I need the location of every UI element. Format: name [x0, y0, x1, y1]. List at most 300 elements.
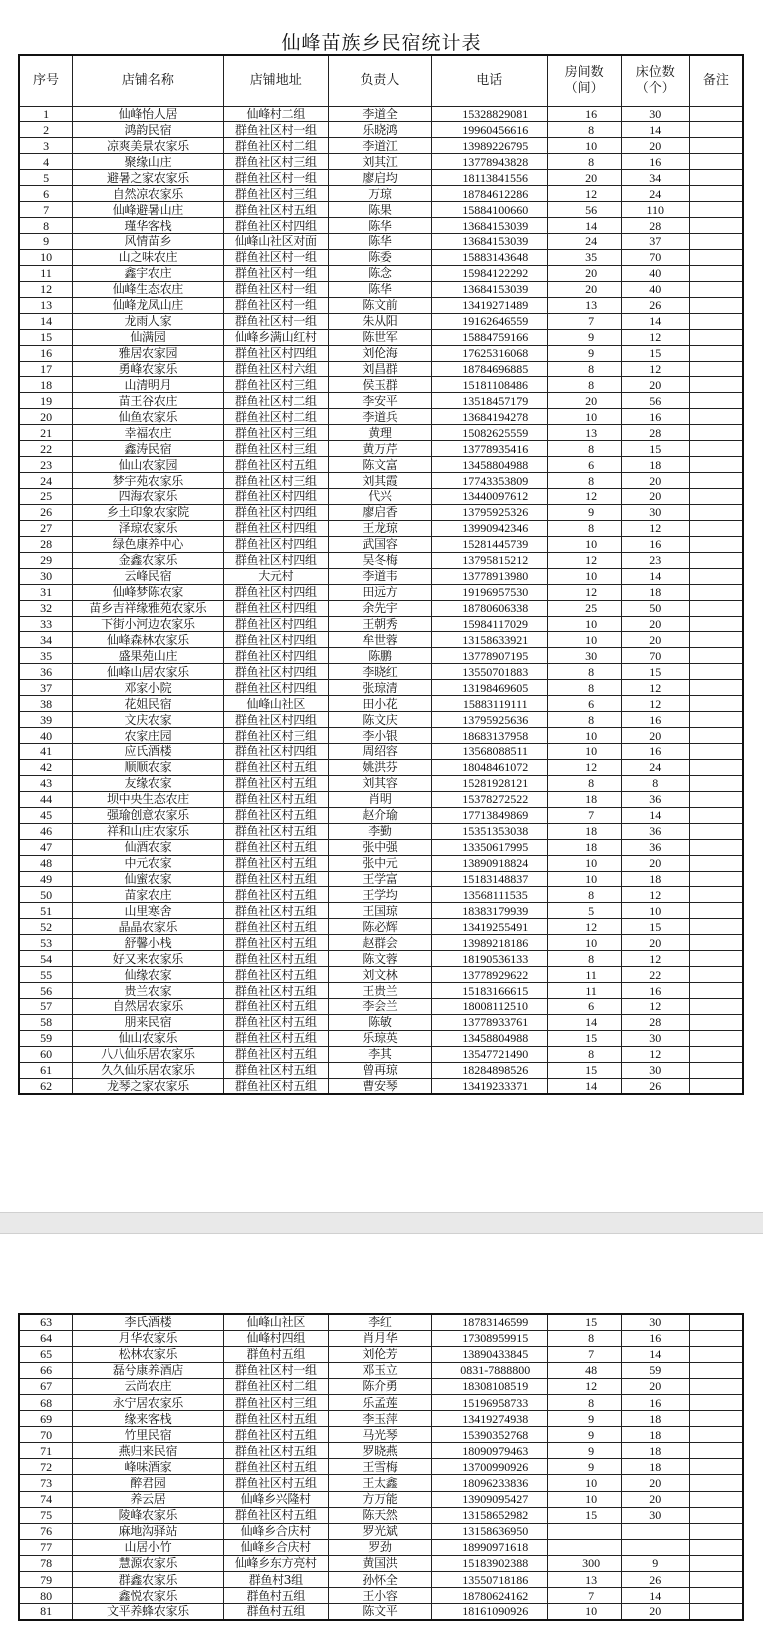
bed-count: 12	[621, 696, 689, 712]
row-number: 59	[19, 1030, 73, 1046]
shop-address: 群鱼社区村三组	[223, 441, 328, 457]
person-in-charge: 刘其江	[328, 154, 431, 170]
row-number: 6	[19, 186, 73, 202]
row-number: 46	[19, 823, 73, 839]
row-number: 36	[19, 664, 73, 680]
room-count: 11	[547, 983, 621, 999]
remark-cell	[689, 377, 743, 393]
shop-address: 群鱼社区村三组	[223, 186, 328, 202]
room-count: 11	[547, 967, 621, 983]
bed-count: 12	[621, 329, 689, 345]
remark-cell	[689, 1378, 743, 1394]
shop-name: 邓家小院	[73, 680, 224, 696]
shop-address: 群鱼社区村三组	[223, 425, 328, 441]
phone-number: 15183166615	[432, 983, 548, 999]
phone-number: 15082625559	[432, 425, 548, 441]
row-number: 44	[19, 791, 73, 807]
phone-number: 13550718186	[432, 1572, 548, 1588]
phone-number: 15378272522	[432, 791, 548, 807]
remark-cell	[689, 600, 743, 616]
table-row	[19, 1062, 743, 1078]
person-in-charge: 黄国洪	[328, 1555, 431, 1571]
room-count: 8	[547, 951, 621, 967]
person-in-charge: 陈念	[328, 265, 431, 281]
shop-name: 应氏酒楼	[73, 744, 224, 760]
person-in-charge: 王学均	[328, 887, 431, 903]
bed-count: 14	[621, 568, 689, 584]
shop-name: 仙峰怡人居	[73, 106, 224, 122]
row-number: 49	[19, 871, 73, 887]
room-count: 13	[547, 297, 621, 313]
phone-number: 15281445739	[432, 536, 548, 552]
phone-number: 15183902388	[432, 1555, 548, 1571]
row-number: 23	[19, 457, 73, 473]
shop-address: 群鱼社区村五组	[223, 1014, 328, 1030]
remark-cell	[689, 473, 743, 489]
remark-cell	[689, 791, 743, 807]
remark-cell	[689, 728, 743, 744]
phone-number: 13684153039	[432, 234, 548, 250]
shop-address: 群鱼村五组	[223, 1588, 328, 1604]
person-in-charge: 李道江	[328, 138, 431, 154]
row-number: 12	[19, 281, 73, 297]
bed-count: 20	[621, 855, 689, 871]
person-in-charge: 王贵兰	[328, 983, 431, 999]
person-in-charge: 李道兵	[328, 409, 431, 425]
shop-name: 乡土印象农家院	[73, 504, 224, 520]
row-number: 52	[19, 919, 73, 935]
shop-name: 醉君园	[73, 1475, 224, 1491]
room-count: 10	[547, 1604, 621, 1620]
shop-name: 仙山农家园	[73, 457, 224, 473]
remark-cell	[689, 202, 743, 218]
remark-cell	[689, 632, 743, 648]
shop-name: 仙鱼农家乐	[73, 409, 224, 425]
bed-count: 50	[621, 600, 689, 616]
phone-number: 13419271489	[432, 297, 548, 313]
remark-cell	[689, 313, 743, 329]
room-count: 14	[547, 218, 621, 234]
shop-address: 大元村	[223, 568, 328, 584]
remark-cell	[689, 281, 743, 297]
bed-count: 28	[621, 1014, 689, 1030]
room-count: 9	[547, 504, 621, 520]
room-count: 8	[547, 1330, 621, 1346]
remark-cell	[689, 186, 743, 202]
table-row	[19, 170, 743, 186]
room-count: 10	[547, 632, 621, 648]
row-number: 38	[19, 696, 73, 712]
shop-name: 文平养蜂农家乐	[73, 1604, 224, 1620]
person-in-charge: 方万能	[328, 1491, 431, 1507]
shop-address: 群鱼社区村五组	[223, 1507, 328, 1523]
table-row	[19, 1046, 743, 1062]
remark-cell	[689, 680, 743, 696]
person-in-charge: 李玉萍	[328, 1411, 431, 1427]
shop-name: 李氏酒楼	[73, 1314, 224, 1330]
room-count: 300	[547, 1555, 621, 1571]
shop-address: 群鱼社区村五组	[223, 775, 328, 791]
bed-count: 20	[621, 138, 689, 154]
shop-name: 月华农家乐	[73, 1330, 224, 1346]
person-in-charge: 乐孟莲	[328, 1394, 431, 1410]
shop-name: 鑫宇农庄	[73, 265, 224, 281]
bed-count: 16	[621, 1394, 689, 1410]
row-number: 47	[19, 839, 73, 855]
phone-number: 18113841556	[432, 170, 548, 186]
phone-number: 18008112510	[432, 999, 548, 1015]
row-number: 48	[19, 855, 73, 871]
phone-number: 15328829081	[432, 106, 548, 122]
bed-count: 70	[621, 249, 689, 265]
table-row	[19, 1491, 743, 1507]
row-number: 45	[19, 807, 73, 823]
person-in-charge: 李安平	[328, 393, 431, 409]
shop-name: 舒馨小栈	[73, 935, 224, 951]
phone-number: 13547721490	[432, 1046, 548, 1062]
remark-cell	[689, 1030, 743, 1046]
table-row	[19, 887, 743, 903]
person-in-charge: 陈敏	[328, 1014, 431, 1030]
room-count: 30	[547, 648, 621, 664]
bed-count: 26	[621, 297, 689, 313]
room-count: 20	[547, 170, 621, 186]
room-count: 10	[547, 728, 621, 744]
room-count: 9	[547, 329, 621, 345]
bed-count: 23	[621, 552, 689, 568]
row-number: 73	[19, 1475, 73, 1491]
shop-name: 友缘农家	[73, 775, 224, 791]
room-count: 10	[547, 568, 621, 584]
phone-number: 13568111535	[432, 887, 548, 903]
shop-address: 群鱼社区村四组	[223, 616, 328, 632]
phone-number: 13458804988	[432, 1030, 548, 1046]
remark-cell	[689, 887, 743, 903]
shop-name: 麻地沟驿站	[73, 1523, 224, 1539]
table-row	[19, 1475, 743, 1491]
shop-address: 群鱼村五组	[223, 1346, 328, 1362]
beds-header-line2: （个）	[635, 80, 675, 96]
bed-count: 36	[621, 823, 689, 839]
room-count: 6	[547, 999, 621, 1015]
remark-cell	[689, 122, 743, 138]
row-number: 18	[19, 377, 73, 393]
table-row	[19, 1604, 743, 1620]
table-row	[19, 265, 743, 281]
shop-name: 瑾华客栈	[73, 218, 224, 234]
phone-number: 13518457179	[432, 393, 548, 409]
phone-number: 18784696885	[432, 361, 548, 377]
person-in-charge: 李会兰	[328, 999, 431, 1015]
shop-name: 避暑之家农家乐	[73, 170, 224, 186]
room-count: 48	[547, 1362, 621, 1378]
room-count: 8	[547, 520, 621, 536]
row-number: 55	[19, 967, 73, 983]
bed-count	[621, 1523, 689, 1539]
shop-name: 仙满园	[73, 329, 224, 345]
room-count: 8	[547, 1046, 621, 1062]
table-row	[19, 632, 743, 648]
shop-name: 仙山农家乐	[73, 1030, 224, 1046]
shop-address: 群鱼社区村五组	[223, 1062, 328, 1078]
phone-number: 15884100660	[432, 202, 548, 218]
table-row	[19, 935, 743, 951]
person-in-charge: 陈华	[328, 281, 431, 297]
shop-name: 养云居	[73, 1491, 224, 1507]
row-number: 29	[19, 552, 73, 568]
person-in-charge: 朱从阳	[328, 313, 431, 329]
rooms-header-line2: （间）	[564, 80, 604, 96]
table-row	[19, 1539, 743, 1555]
person-in-charge: 姚洪芬	[328, 759, 431, 775]
phone-number: 18783146599	[432, 1314, 548, 1330]
shop-address: 群鱼社区村四组	[223, 520, 328, 536]
room-count: 8	[547, 887, 621, 903]
remark-cell	[689, 999, 743, 1015]
row-number: 40	[19, 728, 73, 744]
phone-number: 13684194278	[432, 409, 548, 425]
phone-number: 15984122292	[432, 265, 548, 281]
col-header-person: 负责人	[328, 55, 431, 106]
col-header-name: 店铺名称	[73, 55, 224, 106]
bed-count: 20	[621, 1604, 689, 1620]
shop-address: 群鱼社区村五组	[223, 1459, 328, 1475]
phone-number: 13550701883	[432, 664, 548, 680]
bed-count: 14	[621, 313, 689, 329]
room-count: 18	[547, 791, 621, 807]
shop-name: 鑫涛民宿	[73, 441, 224, 457]
remark-cell	[689, 297, 743, 313]
row-number: 17	[19, 361, 73, 377]
row-number: 26	[19, 504, 73, 520]
room-count: 20	[547, 393, 621, 409]
person-in-charge: 刘伦海	[328, 345, 431, 361]
remark-cell	[689, 1314, 743, 1330]
table-row	[19, 680, 743, 696]
row-number: 57	[19, 999, 73, 1015]
room-count: 12	[547, 759, 621, 775]
phone-number: 13778913980	[432, 568, 548, 584]
room-count: 12	[547, 489, 621, 505]
table-row	[19, 775, 743, 791]
person-in-charge: 陈文平	[328, 1604, 431, 1620]
room-count: 20	[547, 265, 621, 281]
table-row	[19, 983, 743, 999]
person-in-charge: 陈必辉	[328, 919, 431, 935]
shop-address: 群鱼社区村五组	[223, 919, 328, 935]
shop-name: 龙琴之家农家乐	[73, 1078, 224, 1094]
table-body-page-1	[19, 106, 743, 1094]
shop-name: 山清明月	[73, 377, 224, 393]
shop-address: 群鱼社区村五组	[223, 1030, 328, 1046]
col-header-remark: 备注	[689, 55, 743, 106]
phone-number: 13990942346	[432, 520, 548, 536]
table-row	[19, 313, 743, 329]
shop-name: 聚缘山庄	[73, 154, 224, 170]
shop-name: 苗乡吉祥缘雅苑农家乐	[73, 600, 224, 616]
room-count: 6	[547, 457, 621, 473]
bed-count: 20	[621, 377, 689, 393]
person-in-charge: 赵群会	[328, 935, 431, 951]
remark-cell	[689, 951, 743, 967]
table-row	[19, 1411, 743, 1427]
bed-count: 16	[621, 1330, 689, 1346]
phone-number: 19196957530	[432, 584, 548, 600]
remark-cell	[689, 154, 743, 170]
person-in-charge: 王太鑫	[328, 1475, 431, 1491]
phone-number: 18096233836	[432, 1475, 548, 1491]
table-row	[19, 1394, 743, 1410]
phone-number: 15883119111	[432, 696, 548, 712]
shop-name: 龙雨人家	[73, 313, 224, 329]
remark-cell	[689, 457, 743, 473]
shop-name: 下街小河边农家乐	[73, 616, 224, 632]
room-count: 8	[547, 473, 621, 489]
table-row	[19, 1555, 743, 1571]
room-count: 9	[547, 1443, 621, 1459]
person-in-charge: 李道韦	[328, 568, 431, 584]
remark-cell	[689, 409, 743, 425]
bed-count: 16	[621, 154, 689, 170]
remark-cell	[689, 1459, 743, 1475]
room-count: 16	[547, 106, 621, 122]
remark-cell	[689, 504, 743, 520]
phone-number: 13684153039	[432, 218, 548, 234]
shop-address: 仙峰村四组	[223, 1330, 328, 1346]
shop-name: 风情苗乡	[73, 234, 224, 250]
bed-count: 24	[621, 186, 689, 202]
table-row	[19, 919, 743, 935]
person-in-charge: 罗劲	[328, 1539, 431, 1555]
phone-number: 13684153039	[432, 281, 548, 297]
room-count: 8	[547, 712, 621, 728]
row-number: 81	[19, 1604, 73, 1620]
remark-cell	[689, 903, 743, 919]
phone-number: 18048461072	[432, 759, 548, 775]
remark-cell	[689, 1362, 743, 1378]
room-count: 9	[547, 345, 621, 361]
remark-cell	[689, 664, 743, 680]
table-row	[19, 218, 743, 234]
phone-number: 13419255491	[432, 919, 548, 935]
row-number: 60	[19, 1046, 73, 1062]
person-in-charge: 王朝秀	[328, 616, 431, 632]
person-in-charge: 刘伦芳	[328, 1346, 431, 1362]
shop-name: 盛果苑山庄	[73, 648, 224, 664]
person-in-charge: 罗光斌	[328, 1523, 431, 1539]
shop-address: 群鱼社区村五组	[223, 1078, 328, 1094]
row-number: 70	[19, 1427, 73, 1443]
page-title: 仙峰苗族乡民宿统计表	[281, 32, 482, 54]
row-number: 64	[19, 1330, 73, 1346]
shop-name: 山之味农庄	[73, 249, 224, 265]
room-count: 8	[547, 775, 621, 791]
shop-address: 群鱼社区村五组	[223, 1475, 328, 1491]
phone-number: 13909095427	[432, 1491, 548, 1507]
person-in-charge: 张琼清	[328, 680, 431, 696]
shop-address: 群鱼社区村三组	[223, 473, 328, 489]
room-count: 25	[547, 600, 621, 616]
table-row	[19, 1507, 743, 1523]
table-row	[19, 138, 743, 154]
remark-cell	[689, 138, 743, 154]
shop-name: 雅居农家园	[73, 345, 224, 361]
table-row	[19, 871, 743, 887]
shop-name: 缘来客栈	[73, 1411, 224, 1427]
table-row	[19, 1314, 743, 1330]
row-number: 76	[19, 1523, 73, 1539]
bed-count: 16	[621, 409, 689, 425]
row-number: 16	[19, 345, 73, 361]
phone-number: 18190536133	[432, 951, 548, 967]
table-row	[19, 807, 743, 823]
shop-address: 群鱼社区村五组	[223, 983, 328, 999]
bed-count: 14	[621, 807, 689, 823]
room-count: 15	[547, 1507, 621, 1523]
phone-number: 13778933761	[432, 1014, 548, 1030]
shop-address: 群鱼社区村五组	[223, 759, 328, 775]
phone-number: 13158652982	[432, 1507, 548, 1523]
person-in-charge: 赵介瑜	[328, 807, 431, 823]
shop-address: 群鱼社区村四组	[223, 536, 328, 552]
row-number: 43	[19, 775, 73, 791]
table-row	[19, 361, 743, 377]
remark-cell	[689, 1330, 743, 1346]
remark-cell	[689, 1062, 743, 1078]
row-number: 11	[19, 265, 73, 281]
bed-count: 110	[621, 202, 689, 218]
phone-number: 13778943828	[432, 154, 548, 170]
shop-name: 朋来民宿	[73, 1014, 224, 1030]
row-number: 22	[19, 441, 73, 457]
phone-number: 15196958733	[432, 1394, 548, 1410]
shop-name: 四海农家乐	[73, 489, 224, 505]
shop-address: 群鱼社区村五组	[223, 807, 328, 823]
shop-address: 群鱼社区村五组	[223, 887, 328, 903]
phone-number: 13440097612	[432, 489, 548, 505]
phone-number: 18683137958	[432, 728, 548, 744]
shop-name: 八八仙乐居农家乐	[73, 1046, 224, 1062]
phone-number: 18383179939	[432, 903, 548, 919]
remark-cell	[689, 919, 743, 935]
remark-cell	[689, 106, 743, 122]
remark-cell	[689, 967, 743, 983]
shop-address: 群鱼社区村一组	[223, 281, 328, 297]
row-number: 19	[19, 393, 73, 409]
phone-number: 17713849869	[432, 807, 548, 823]
bed-count: 18	[621, 457, 689, 473]
shop-name: 云峰民宿	[73, 568, 224, 584]
table-row	[19, 1346, 743, 1362]
remark-cell	[689, 712, 743, 728]
bed-count: 15	[621, 664, 689, 680]
row-number: 7	[19, 202, 73, 218]
table-row	[19, 1078, 743, 1094]
shop-address: 群鱼社区村二组	[223, 409, 328, 425]
phone-number: 18780624162	[432, 1588, 548, 1604]
shop-address: 群鱼社区村五组	[223, 202, 328, 218]
phone-number: 17308959915	[432, 1330, 548, 1346]
remark-cell	[689, 536, 743, 552]
table-row	[19, 186, 743, 202]
phone-number: 13419233371	[432, 1078, 548, 1094]
shop-address: 群鱼社区村四组	[223, 218, 328, 234]
person-in-charge: 陈文富	[328, 457, 431, 473]
person-in-charge: 王国琼	[328, 903, 431, 919]
room-count: 13	[547, 425, 621, 441]
col-header-phone: 电话	[432, 55, 548, 106]
remark-cell	[689, 441, 743, 457]
